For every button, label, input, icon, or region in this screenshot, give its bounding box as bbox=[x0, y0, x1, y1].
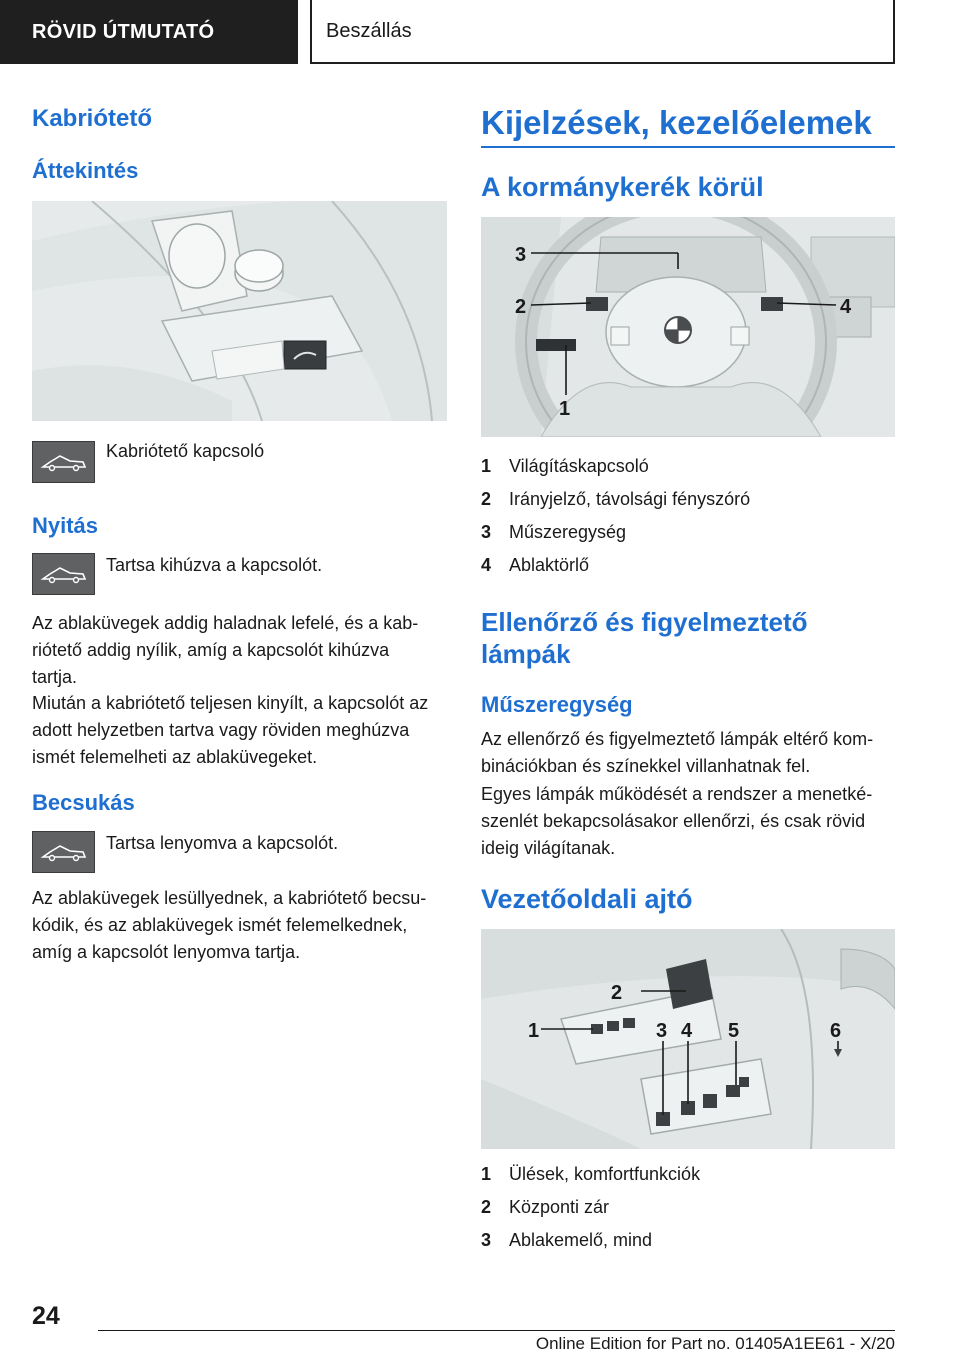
center-console-illustration bbox=[32, 201, 447, 421]
list-item-number: 2 bbox=[481, 1197, 492, 1217]
list-item-label: Műszeregység bbox=[509, 522, 627, 542]
text-line: ismét felemelheti az ablaküvegeket. bbox=[32, 747, 318, 767]
list-item-number: 1 bbox=[481, 1164, 492, 1184]
cluster-paragraph-1 bbox=[481, 726, 873, 780]
open-instruction: Tartsa kihúzva a kapcsolót. bbox=[106, 555, 323, 575]
text-line: adott helyzetben tartva vagy röviden meghúzva bbox=[32, 720, 410, 740]
header-chapter-tab bbox=[310, 0, 895, 64]
list-item bbox=[481, 1158, 895, 1191]
page-number: 24 bbox=[32, 1302, 60, 1330]
controls-title: Kijelzések, kezelőelemek bbox=[481, 104, 872, 141]
list-item bbox=[481, 1191, 895, 1224]
convertible-switch-icon bbox=[32, 441, 95, 483]
open-paragraph-2 bbox=[32, 690, 428, 771]
driver-door-illustration bbox=[481, 929, 895, 1149]
list-item-label: Központi zár bbox=[509, 1197, 610, 1217]
steering-callout-1: 1 bbox=[559, 398, 571, 420]
instrument-cluster-heading: Műszeregység bbox=[481, 692, 633, 717]
list-item-label: Világításkapcsoló bbox=[509, 456, 649, 476]
text-line: tartja. bbox=[32, 667, 78, 687]
list-item-label: Ülések, komfortfunkciók bbox=[509, 1164, 701, 1184]
steering-callout-3: 3 bbox=[515, 244, 527, 266]
list-item-number: 2 bbox=[481, 489, 492, 509]
door-callout-1: 1 bbox=[528, 1020, 540, 1042]
text-line: riótető addig nyílik, amíg a kapcsolót kihúzva bbox=[32, 640, 390, 660]
door-callout-2: 2 bbox=[611, 982, 623, 1004]
list-item bbox=[481, 450, 895, 483]
heading-line: Ellenőrző és figyelmeztető bbox=[481, 607, 808, 637]
header-section-tab bbox=[0, 0, 298, 64]
header-chapter-label: Beszállás bbox=[326, 19, 412, 42]
door-callout-6: 6 bbox=[830, 1020, 842, 1042]
list-item-label: Irányjelző, távolsági fényszóró bbox=[509, 489, 751, 509]
list-item-number: 4 bbox=[481, 555, 492, 575]
close-switch-icon bbox=[32, 831, 95, 873]
text-line: amíg a kapcsolót lenyomva tartja. bbox=[32, 942, 301, 962]
steering-wheel-heading: A kormánykerék körül bbox=[481, 172, 764, 202]
title-rule bbox=[481, 146, 895, 148]
list-item bbox=[481, 483, 895, 516]
list-item-label: Ablakemelő, mind bbox=[509, 1230, 653, 1250]
list-item-number: 3 bbox=[481, 1230, 492, 1250]
text-line: szenlét bekapcsolásakor ellenőrzi, és csak rövid bbox=[481, 811, 866, 831]
heading-line: lámpák bbox=[481, 639, 571, 669]
open-heading: Nyitás bbox=[32, 513, 99, 538]
close-heading: Becsukás bbox=[32, 790, 135, 815]
steering-legend-list bbox=[481, 450, 895, 582]
cluster-paragraph-2 bbox=[481, 781, 872, 862]
steering-callout-4: 4 bbox=[840, 296, 852, 318]
door-callout-3: 3 bbox=[656, 1020, 668, 1042]
overview-heading: Áttekintés bbox=[32, 158, 139, 183]
open-paragraph-1 bbox=[32, 610, 418, 691]
door-callout-4: 4 bbox=[681, 1020, 693, 1042]
text-line: Az ablaküvegek lesüllyednek, a kabriótető becsu- bbox=[32, 888, 427, 908]
steering-callout-2: 2 bbox=[515, 296, 527, 318]
text-line: Miután a kabriótető teljesen kinyílt, a kapcsolót az bbox=[32, 693, 429, 713]
list-item-label: Ablaktörlő bbox=[509, 555, 590, 575]
text-line: ideig világítanak. bbox=[481, 838, 616, 858]
text-line: Az ellenőrző és figyelmeztető lámpák eltérő kom- bbox=[481, 729, 874, 749]
footer-edition: Online Edition for Part no. 01405A1EE61 - X/20 bbox=[535, 1334, 895, 1353]
text-line: Egyes lámpák működését a rendszer a menetké- bbox=[481, 784, 873, 804]
text-line: Az ablaküvegek addig haladnak lefelé, és a kab- bbox=[32, 613, 419, 633]
steering-wheel-illustration bbox=[481, 217, 895, 437]
close-instruction: Tartsa lenyomva a kapcsolót. bbox=[106, 833, 339, 853]
list-item-number: 1 bbox=[481, 456, 492, 476]
convertible-top-title: Kabriótető bbox=[32, 105, 152, 132]
list-item bbox=[481, 1224, 895, 1257]
close-paragraph bbox=[32, 885, 426, 966]
list-item bbox=[481, 549, 895, 582]
text-line: kódik, és az ablaküvegek ismét felemelkednek, bbox=[32, 915, 408, 935]
switch-caption: Kabriótető kapcsoló bbox=[106, 441, 265, 461]
footer-rule bbox=[98, 1330, 895, 1331]
door-callout-5: 5 bbox=[728, 1020, 740, 1042]
door-legend-list bbox=[481, 1158, 895, 1257]
driver-door-heading: Vezetőoldali ajtó bbox=[481, 884, 693, 914]
header-section-label: RÖVID ÚTMUTATÓ bbox=[32, 20, 215, 43]
text-line: binációkban és színekkel villanhatnak fel. bbox=[481, 756, 811, 776]
list-item bbox=[481, 516, 895, 549]
open-switch-icon bbox=[32, 553, 95, 595]
list-item-number: 3 bbox=[481, 522, 492, 542]
warning-lamps-heading bbox=[481, 606, 808, 670]
